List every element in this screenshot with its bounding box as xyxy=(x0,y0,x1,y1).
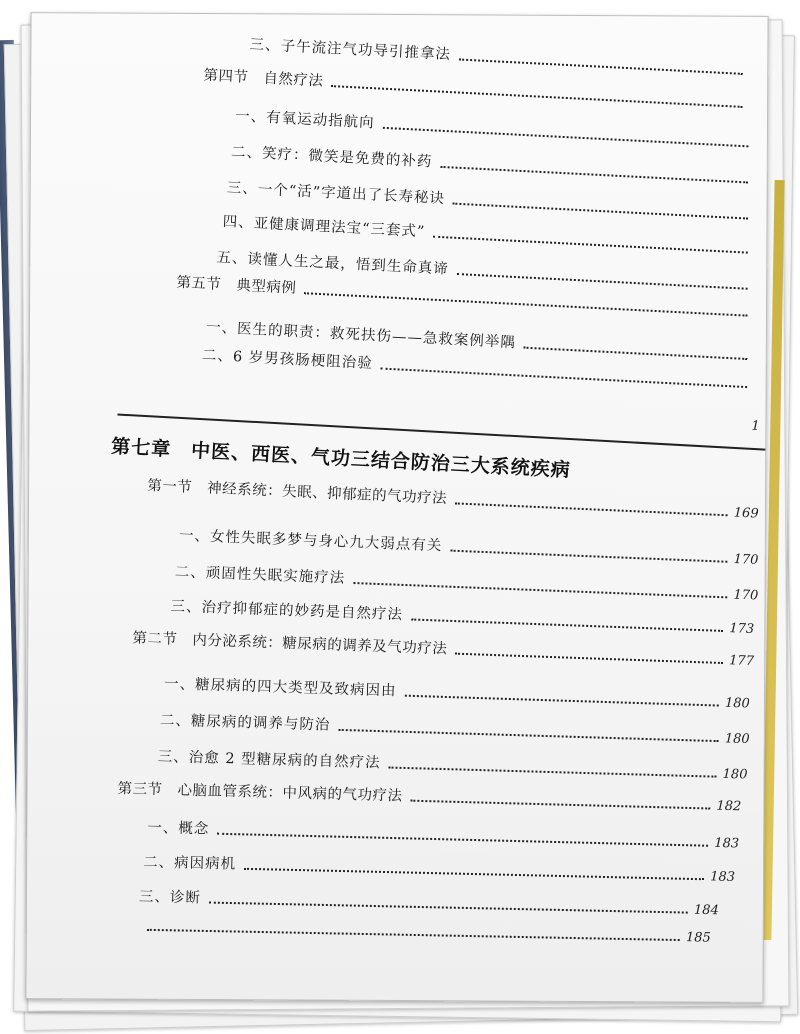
toc-entry-label: 第一节 神经系统：失眠、抑郁症的气功疗法 xyxy=(146,477,448,508)
leader-dots xyxy=(380,367,747,388)
toc-section-entry xyxy=(147,474,759,522)
leader-dots xyxy=(450,550,728,563)
page-number: 170 xyxy=(733,552,759,569)
toc-entry xyxy=(143,851,735,885)
toc-entry-label: 二、病因病机 xyxy=(142,854,237,873)
chapter-title: 第七章 中医、西医、气功三结合防治三大系统疾病 xyxy=(110,435,572,482)
page-number: 182 xyxy=(716,798,742,815)
leader-dots xyxy=(455,502,728,516)
leader-dots xyxy=(382,127,748,148)
leader-dots xyxy=(455,653,723,664)
page-number: 183 xyxy=(709,869,736,885)
page-number: 180 xyxy=(724,731,750,748)
page-number: 184 xyxy=(693,902,719,919)
page-number: 180 xyxy=(724,695,751,712)
toc-entry-label: 二、6 岁男孩肠梗阻治验 xyxy=(201,347,374,373)
toc-entry-label: 五、读懂人生之最，悟到生命真谛 xyxy=(216,249,450,278)
page-number: 180 xyxy=(722,766,748,783)
page-number: 185 xyxy=(685,930,711,946)
toc-content xyxy=(26,13,767,1002)
toc-entry-label: 第四节 自然疗法 xyxy=(203,67,324,90)
toc-entry xyxy=(139,920,711,946)
leader-dots xyxy=(404,695,719,707)
leader-dots xyxy=(353,582,727,598)
leader-dots xyxy=(338,729,719,742)
page-number: 173 xyxy=(729,621,755,638)
leader-dots xyxy=(304,292,748,316)
toc-entry-label: 一、概念 xyxy=(147,820,210,838)
toc-section-entry xyxy=(117,777,741,814)
toc-entry xyxy=(179,524,759,568)
toc-entry xyxy=(160,709,750,747)
toc-entry-label: 一、糖尿病的四大类型及致病因由 xyxy=(163,676,397,700)
toc-entry-label: 一、医生的职责：救死扶伤——急救案例举隅 xyxy=(205,319,517,352)
leader-dots xyxy=(410,800,710,810)
leader-dots xyxy=(388,767,716,778)
leader-dots xyxy=(147,929,680,941)
toc-entry-label: 二、顽固性失眠实施疗法 xyxy=(174,564,346,587)
leader-dots xyxy=(459,58,743,74)
toc-entry-label: 第五节 典型病例 xyxy=(175,274,297,297)
toc-entry-label: 一、女性失眠多梦与身心九大弱点有关 xyxy=(178,527,443,555)
toc-entry-label: 三、子午流注气功导引推拿法 xyxy=(249,36,452,64)
leader-dots xyxy=(331,85,743,108)
leader-dots xyxy=(209,902,688,914)
toc-page xyxy=(25,12,768,1003)
leader-dots xyxy=(453,203,748,220)
page-number: 1 xyxy=(751,418,760,434)
toc-entry-label: 第三节 心脑血管系统：中风病的气功疗法 xyxy=(117,781,403,805)
leader-dots xyxy=(523,347,747,360)
page-number: 169 xyxy=(733,505,759,522)
toc-entry xyxy=(164,672,750,711)
leader-dots xyxy=(440,166,748,184)
page-number: 177 xyxy=(728,653,755,670)
toc-entry-label: 三、治疗抑郁症的妙药是自然疗法 xyxy=(170,598,404,624)
toc-entry-label: 一、有氧运动指航向 xyxy=(234,108,375,132)
leader-dots xyxy=(411,618,724,631)
leader-dots xyxy=(217,833,708,847)
toc-entry xyxy=(157,745,747,782)
toc-entry-label: 第二节 内分泌系统：糖尿病的调养及气功疗法 xyxy=(132,630,448,658)
page-number: 170 xyxy=(733,587,759,604)
page-number: 183 xyxy=(714,835,740,852)
toc-entry xyxy=(147,816,739,851)
toc-entry-label: 三、治愈 2 型糖尿病的自然疗法 xyxy=(157,749,381,772)
toc-entry-label: 四、亚健康调理法宝“三套式” xyxy=(222,214,426,241)
leader-dots xyxy=(244,868,704,880)
leader-dots xyxy=(433,236,748,254)
toc-entry-label: 二、糖尿病的调养与防治 xyxy=(159,712,331,734)
toc-entry-label: 三、诊断 xyxy=(138,889,202,907)
toc-entry xyxy=(139,885,719,918)
toc-entry-label: 二、笑疗：微笑是免费的补药 xyxy=(230,144,433,171)
toc-entry-label: 三、一个“活”字道出了长寿秘诀 xyxy=(226,180,446,208)
